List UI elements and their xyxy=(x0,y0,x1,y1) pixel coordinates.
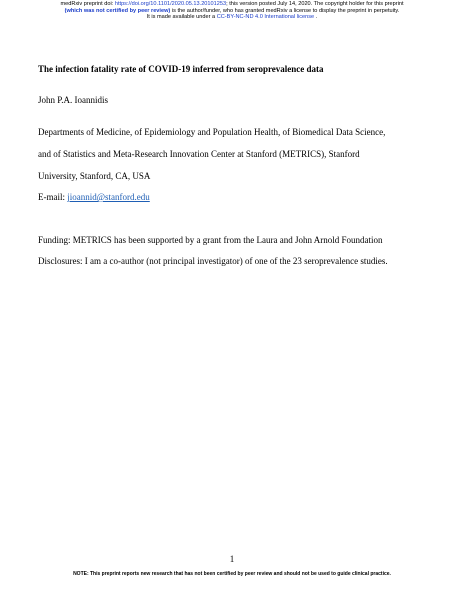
preprint-banner xyxy=(0,1,464,21)
email-label: E-mail: xyxy=(38,192,68,202)
preprint-footer-note: NOTE: This preprint reports new research that has not been certified by peer review and should not be used to guide clinical practice. xyxy=(73,571,391,577)
disclosures-statement: Disclosures: I am a co-author (not principal investigator) of one of the 23 seroprevalence studies. xyxy=(38,256,388,266)
email-link[interactable]: jioannid@stanford.edu xyxy=(67,192,150,202)
peer-review-notice: (which was not certified by peer review) xyxy=(64,7,171,14)
doi-link[interactable]: https://doi.org/10.1101/2020.05.13.20101253 xyxy=(114,1,227,7)
affiliation-line-1: Departments of Medicine, of Epidemiology and Population Health, of Biomedical Data Science, xyxy=(38,127,386,137)
email-line xyxy=(38,192,150,203)
affiliation-line-2: and of Statistics and Meta-Research Innovation Center at Stanford (METRICS), Stanford xyxy=(38,149,360,159)
page-number: 1 xyxy=(229,554,235,564)
paper-title: The infection fatality rate of COVID-19 inferred from seroprevalence data xyxy=(38,64,324,74)
banner-doi-prefix: medRxiv preprint doi: xyxy=(60,1,115,7)
banner-line-2 xyxy=(0,8,464,15)
affiliation-line-3: University, Stanford, CA, USA xyxy=(38,171,151,181)
banner-copyright-text: ; this version posted July 14, 2020. The copyright holder for this preprint xyxy=(226,1,404,7)
funding-statement: Funding: METRICS has been supported by a grant from the Laura and John Arnold Foundation xyxy=(38,235,383,245)
banner-license-grant-text: is the author/funder, who has granted medRxiv a license to display the preprint in perpetuity. xyxy=(170,7,400,14)
banner-line-1 xyxy=(0,1,464,8)
author-name: John P.A. Ioannidis xyxy=(38,95,109,105)
banner-license-suffix: . xyxy=(314,14,318,21)
banner-license-prefix: It is made available under a xyxy=(146,14,217,21)
banner-line-3 xyxy=(0,14,464,21)
license-link[interactable]: CC-BY-NC-ND 4.0 International license xyxy=(216,14,315,21)
